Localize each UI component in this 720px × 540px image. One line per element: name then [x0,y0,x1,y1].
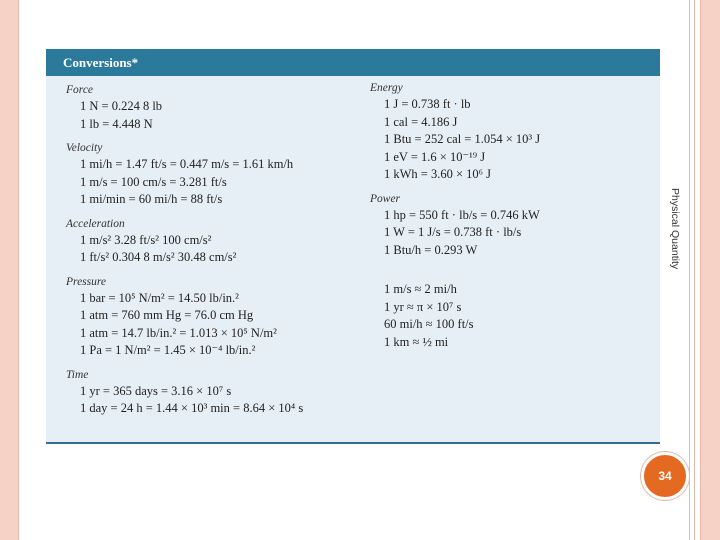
conversion-line: 1 kWh = 3.60 × 10⁶ J [384,167,491,181]
conversions-table [46,49,660,444]
conversion-line: 1 Btu = 252 cal = 1.054 × 10³ J [384,132,541,146]
conversion-line: 1 m/s = 100 cm/s = 3.281 ft/s [80,174,227,189]
conversion-line: 1 lb = 4.448 N [80,116,153,131]
left-decorative-stripe [0,0,19,540]
section-title-power: Power [370,192,401,205]
conversion-line: 1 bar = 10⁵ N/m² = 14.50 lb/in.² [80,290,239,305]
conversion-line: 1 day = 24 h = 1.44 × 10³ min = 8.64 × 10⁴ s [80,401,304,415]
conversion-line: 1 yr = 365 days = 3.16 × 10⁷ s [80,383,232,398]
conversion-line: 1 hp = 550 ft · lb/s = 0.746 kW [384,207,540,222]
conversion-line: 1 mi/h = 1.47 ft/s = 0.447 m/s = 1.61 km/h [80,157,294,171]
section-title-time: Time [66,368,89,381]
approximation-line: 1 m/s ≈ 2 mi/h [384,282,457,296]
conversion-line: 1 atm = 14.7 lb/in.² = 1.013 × 10⁵ N/m² [80,325,277,340]
right-rule-line [694,0,695,540]
page-number-badge [641,452,689,500]
section-title-pressure: Pressure [66,275,107,288]
conversion-line: 1 J = 0.738 ft · lb [384,97,471,111]
left-column [66,83,366,418]
page-number: 34 [658,469,672,483]
approximation-line: 1 km ≈ ½ mi [384,334,449,349]
right-column [370,81,650,351]
conversion-line: 1 Btu/h = 0.293 W [384,242,478,257]
conversion-line: 1 eV = 1.6 × 10⁻¹⁹ J [384,149,486,164]
right-rule-line [689,0,690,540]
section-title-energy: Energy [370,82,403,94]
approximation-line: 1 yr ≈ π × 10⁷ s [384,299,462,314]
section-title-force: Force [66,84,94,96]
table-header [46,49,660,76]
conversion-line: 1 atm = 760 mm Hg = 76.0 cm Hg [80,308,254,322]
conversion-line: 1 Pa = 1 N/m² = 1.45 × 10⁻⁴ lb/in.² [80,343,256,357]
conversion-line: 1 m/s² 3.28 ft/s² 100 cm/s² [80,232,212,247]
side-label-text: Physical Quantity [669,188,681,270]
section-title-velocity: Velocity [66,142,103,154]
right-decorative-stripe [700,0,720,540]
conversion-line: 1 cal = 4.186 J [384,114,458,129]
approximation-line: 60 mi/h ≈ 100 ft/s [384,317,474,331]
table-title: Conversions* [63,55,139,70]
conversion-line: 1 ft/s² 0.304 8 m/s² 30.48 cm/s² [80,250,237,264]
conversion-line: 1 W = 1 J/s = 0.738 ft · lb/s [384,225,522,239]
conversion-line: 1 mi/min = 60 mi/h = 88 ft/s [80,192,223,206]
conversion-line: 1 N = 0.224 8 lb [80,99,163,113]
side-label [669,188,681,283]
section-title-acceleration: Acceleration [66,217,125,230]
